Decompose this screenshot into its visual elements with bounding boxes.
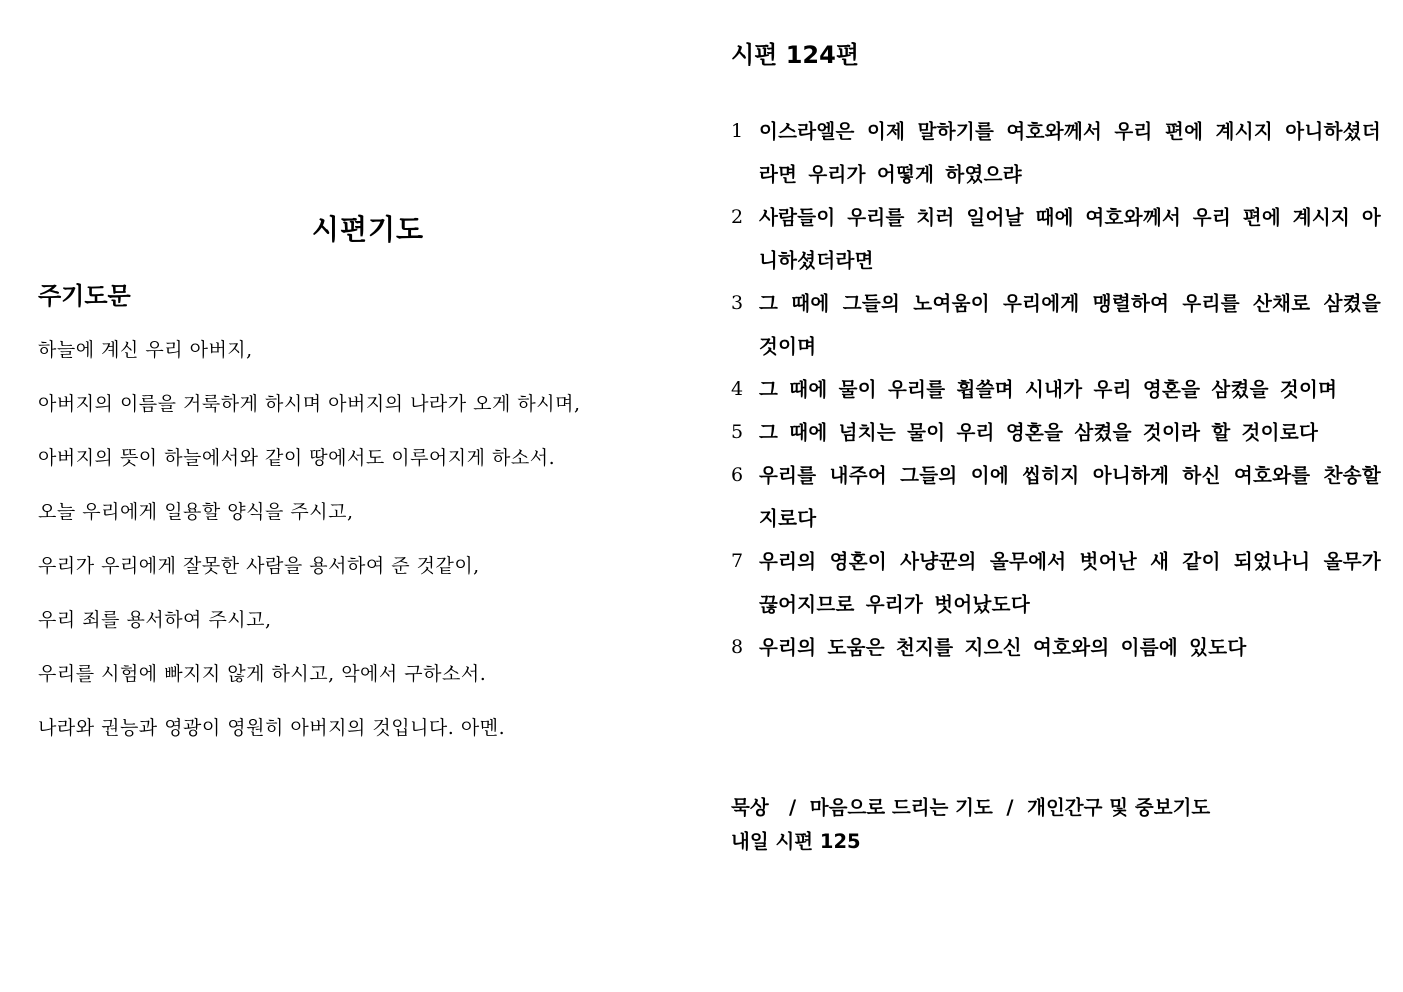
prayer-line: 나라와 권능과 영광이 영원히 아버지의 것입니다. 아멘. [38, 717, 506, 739]
prayer-line: 하늘에 계신 우리 아버지, [38, 339, 253, 361]
verse-text: 우리를 내주어 그들의 이에 씹히지 아니하게 하신 여호와를 찬송할지로다 [759, 464, 1381, 530]
meditation-guide: 묵상 / 마음으로 드리는 기도 / 개인간구 및 중보기도 [731, 796, 1211, 819]
verse-number: 7 [731, 550, 744, 572]
verse-text: 그 때에 그들의 노여움이 우리에게 맹렬하여 우리를 산채로 삼켰을 것이며 [759, 292, 1381, 358]
verse-item [731, 282, 1381, 368]
verse-item [731, 626, 1381, 669]
prayer-line: 아버지의 뜻이 하늘에서와 같이 땅에서도 이루어지게 하소서. [38, 447, 556, 469]
verse-item [731, 540, 1381, 626]
prayer-line: 우리 죄를 용서하여 주시고, [38, 609, 272, 631]
prayer-heading: 주기도문 [38, 282, 131, 310]
verse-number: 6 [731, 464, 744, 486]
psalm-title: 시편 124편 [731, 41, 860, 69]
prayer-line: 오늘 우리에게 일용할 양식을 주시고, [38, 501, 354, 523]
verse-item [731, 454, 1381, 540]
prayer-line: 우리가 우리에게 잘못한 사람을 용서하여 준 것같이, [38, 555, 480, 577]
verse-text: 우리의 도움은 천지를 지으신 여호와의 이름에 있도다 [759, 636, 1247, 659]
verse-number: 3 [731, 292, 744, 314]
verse-text: 그 때에 물이 우리를 휩쓸며 시내가 우리 영혼을 삼켰을 것이며 [759, 378, 1338, 401]
verse-text: 이스라엘은 이제 말하기를 여호와께서 우리 편에 계시지 아니하셨더라면 우리가 어떻게 하였으랴 [759, 120, 1381, 186]
verse-item [731, 411, 1381, 454]
verse-number: 4 [731, 378, 744, 400]
verse-number: 5 [731, 421, 744, 443]
verse-list [731, 110, 1381, 669]
prayer-line: 아버지의 이름을 거룩하게 하시며 아버지의 나라가 오게 하시며, [38, 393, 581, 415]
verse-item [731, 196, 1381, 282]
verse-text: 그 때에 넘치는 물이 우리 영혼을 삼켰을 것이라 할 것이로다 [759, 421, 1319, 444]
verse-item [731, 110, 1381, 196]
verse-item [731, 368, 1381, 411]
verse-text: 사람들이 우리를 치러 일어날 때에 여호와께서 우리 편에 계시지 아니하셨더라면 [759, 206, 1381, 272]
prayer-body [38, 336, 698, 768]
prayer-line: 우리를 시험에 빠지지 않게 하시고, 악에서 구하소서. [38, 663, 487, 685]
verse-number: 1 [731, 120, 744, 142]
verse-text: 우리의 영혼이 사냥꾼의 올무에서 벗어난 새 같이 되었나니 올무가 끊어지므로 우리가 벗어났도다 [759, 550, 1381, 616]
next-reading: 내일 시편 125 [731, 830, 861, 853]
verse-number: 2 [731, 206, 744, 228]
verse-number: 8 [731, 636, 744, 658]
page-title: 시편기도 [311, 213, 425, 246]
